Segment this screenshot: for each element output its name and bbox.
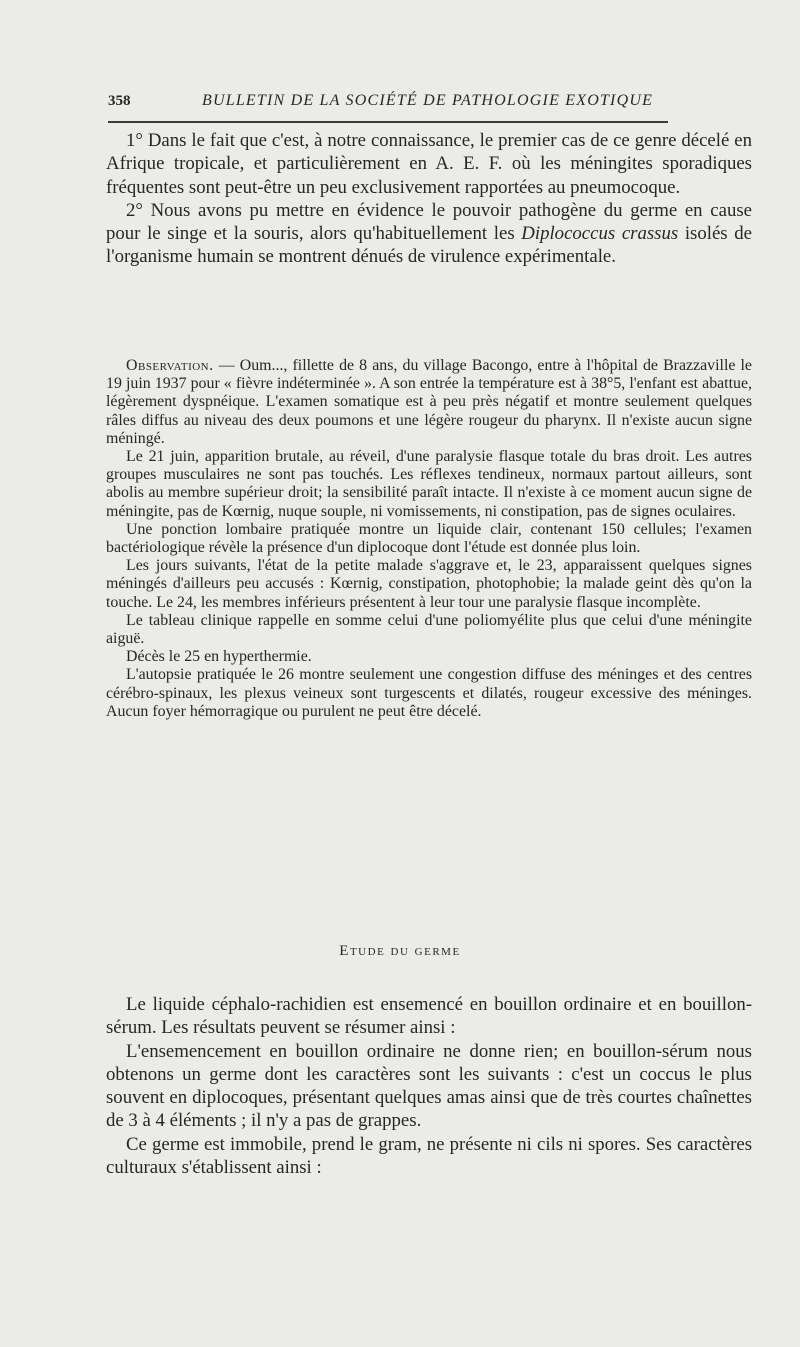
running-title: BULLETIN DE LA SOCIÉTÉ DE PATHOLOGIE EXOTIQUE bbox=[202, 92, 654, 109]
section-heading: Etude du germe bbox=[339, 943, 461, 959]
observation-paragraph-6: Décès le 25 en hyperthermie. bbox=[126, 648, 312, 666]
intro-p2-text-b: isolés de l'organisme humain se montrent dénués de virulence expérimentale. bbox=[106, 223, 752, 268]
observation-section bbox=[106, 357, 752, 721]
study-section bbox=[106, 993, 752, 1179]
observation-paragraph-5: Le tableau clinique rappelle en somme celui d'une poliomyélite plus que celui d'une méningite aiguë. bbox=[106, 611, 752, 648]
observation-paragraph-4: Les jours suivants, l'état de la petite malade s'aggrave et, le 23, apparaissent quelques signes méningés d'ailleurs peu accusés : Kœrnig, constipation, photophobie; la malade geint dès qu'on la touche. Le 24, les membres inférieurs présentent à leur tour une paralysie flasque incomplète. bbox=[106, 557, 752, 611]
observation-paragraph-2: Le 21 juin, apparition brutale, au réveil, d'une paralysie flasque totale du bras droit. Les autres groupes musculaires ne sont pas touchés. Les réflexes tendineux, normaux partout ailleurs, sont abolis au membre supérieur droit; la sensibilité paraît intacte. Il n'existe à ce moment aucun signe de méningite, pas de Kœrnig, nuque souple, ni vomissements, ni constipation, pas de signes oculaires. bbox=[106, 448, 752, 520]
observation-paragraph-7: L'autopsie pratiquée le 26 montre seulement une congestion diffuse des méninges et des centres cérébro-spinaux, les plexus veineux sont turgescents et dilatés, rougeur excessive des méninges. Aucun foyer hémorragique ou purulent ne peut être décelé. bbox=[106, 666, 752, 720]
running-header bbox=[108, 90, 668, 114]
header-rule bbox=[108, 121, 668, 123]
page-number: 358 bbox=[108, 93, 131, 109]
observation-p1-text: — Oum..., fillette de 8 ans, du village Bacongo, entre à l'hôpital de Brazzaville le 19 juin 1937 pour « fièvre indéterminée ». A son entrée la température est à 38°5, l'enfant est abattue, légèrement dyspnéique. L'examen somatique est à peu près négatif et montre seulement quelques râles diffus au niveau des deux poumons et une légère rougeur du pharynx. Il n'existe aucun signe méningé. bbox=[106, 357, 752, 447]
observation-paragraph-3: Une ponction lombaire pratiquée montre un liquide clair, contenant 150 cellules; l'examen bactériologique révèle la présence d'un diplocoque dont l'étude est donnée plus loin. bbox=[106, 520, 752, 557]
study-paragraph-3: Ce germe est immobile, prend le gram, ne présente ni cils ni spores. Ses caractères culturaux s'établissent ainsi : bbox=[106, 1133, 752, 1179]
intro-paragraph-1: 1° Dans le fait que c'est, à notre connaissance, le premier cas de ce genre décelé en Afrique tropicale, et particulièrement en A. E. F. où les méningites sporadiques fréquentes sont peut-être un peu exclusivement rapportées au pneumocoque. bbox=[106, 130, 752, 198]
species-name: Diplococcus crassus bbox=[521, 223, 679, 245]
observation-label: Observation. bbox=[126, 357, 214, 374]
study-paragraph-1: Le liquide céphalo-rachidien est ensemencé en bouillon ordinaire et en bouillon-sérum. Les résultats peuvent se résumer ainsi : bbox=[106, 994, 752, 1039]
intro-paragraph-2 bbox=[106, 199, 752, 269]
intro-p2-text-a: 2° Nous avons pu mettre en évidence le pouvoir pathogène du germe en cause pour le singe et la souris, alors qu'habituellement les bbox=[106, 199, 752, 245]
study-paragraph-2: L'ensemencement en bouillon ordinaire ne donne rien; en bouillon-sérum nous obtenons un germe dont les caractères sont les suivants : c'est un coccus le plus souvent en diplocoques, présentant quelques amas ainsi que de très courtes chaînettes de 3 à 4 éléments ; il n'y a pas de grappes. bbox=[106, 1040, 752, 1132]
observation-paragraph-1 bbox=[106, 357, 752, 448]
intro-section bbox=[106, 129, 752, 269]
